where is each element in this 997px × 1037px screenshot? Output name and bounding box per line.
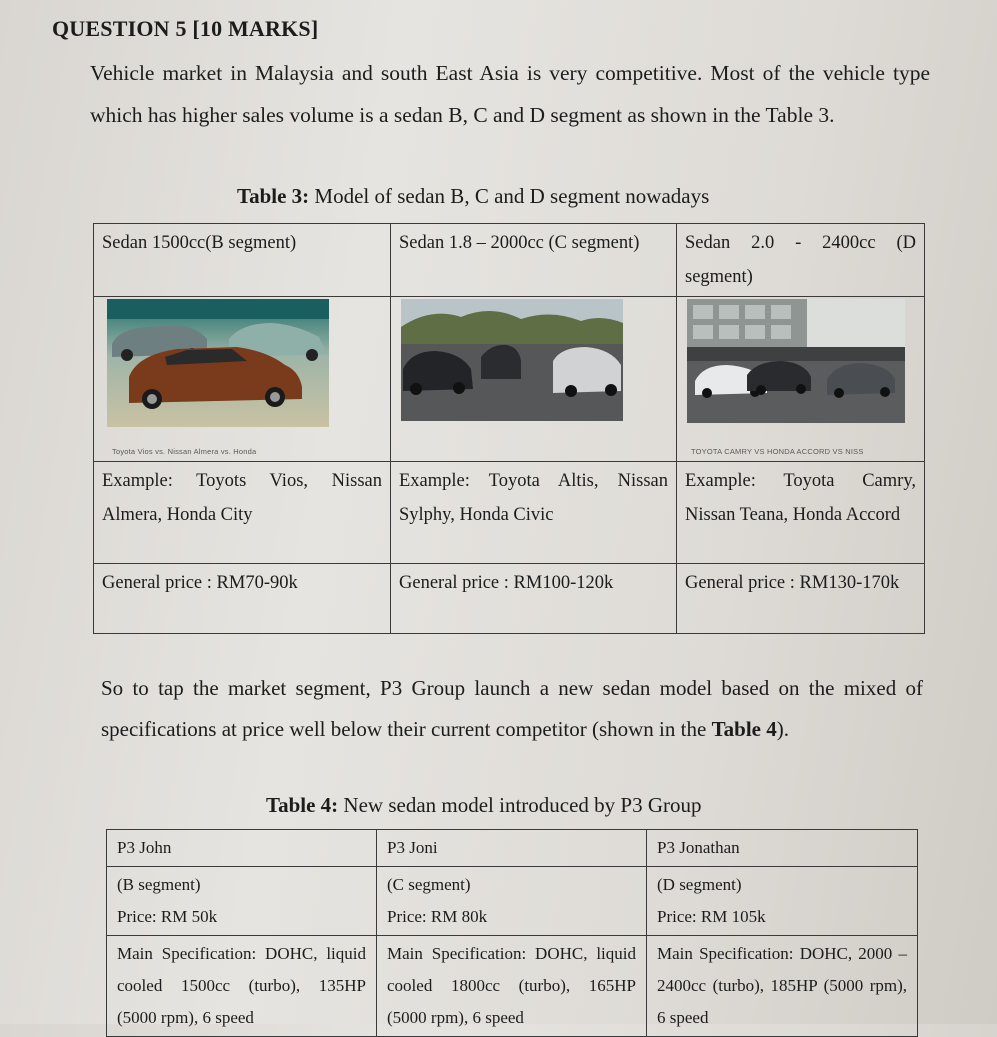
table4-specification: Main Specification: DOHC, liquid cooled 1500cc (turbo), 135HP (5000 rpm), 6 speed	[107, 936, 377, 1037]
table3-caption-text: Model of sedan B, C and D segment nowadays	[309, 184, 710, 208]
table4-caption-label: Table 4:	[266, 793, 339, 817]
table3-example-d: Example: Toyota Camry, Nissan Teana, Honda Accord	[677, 462, 925, 564]
table4-price: Price: RM 50k	[117, 907, 218, 926]
table4-price: Price: RM 105k	[657, 907, 766, 926]
table4-segment-price-cell	[647, 867, 918, 936]
table3-caption	[237, 184, 709, 209]
table3-header-d: Sedan 2.0 - 2400cc (D segment)	[677, 224, 925, 297]
table3-example-c: Example: Toyota Altis, Nissan Sylphy, Honda Civic	[391, 462, 677, 564]
table3-price-d: General price : RM130-170k	[677, 564, 925, 634]
intro-paragraph: Vehicle market in Malaysia and south East Asia is very competitive. Most of the vehicle type which has higher sales volume is a sedan B, C and D segment as shown in the Table 3.	[90, 61, 930, 127]
d-segment-image-caption: TOYOTA CAMRY VS HONDA ACCORD VS NISS	[691, 447, 864, 456]
table4-price: Price: RM 80k	[387, 907, 488, 926]
c-segment-cars-photo	[401, 299, 623, 421]
table4-segment: (D segment)	[657, 875, 742, 894]
table4-segment-price-cell	[377, 867, 647, 936]
d-segment-cars-photo	[687, 299, 905, 423]
table3-example-b: Example: Toyots Vios, Nissan Almera, Honda City	[94, 462, 391, 564]
table4-specification: Main Specification: DOHC, liquid cooled 1800cc (turbo), 165HP (5000 rpm), 6 speed	[377, 936, 647, 1037]
table3-caption-label: Table 3:	[237, 184, 310, 208]
b-segment-image-caption: Toyota Vios vs. Nissan Almera vs. Honda	[112, 447, 257, 456]
table3-image-c-cell	[391, 297, 677, 462]
table3	[93, 223, 925, 634]
table4-segment: (C segment)	[387, 875, 471, 894]
table3-header-c: Sedan 1.8 – 2000cc (C segment)	[391, 224, 677, 297]
table3-image-d-cell	[677, 297, 925, 462]
launch-paragraph-tail: ).	[776, 717, 789, 741]
launch-paragraph-text: So to tap the market segment, P3 Group launch a new sedan model based on the mixed of specifications at price well below their current competitor (shown in the	[101, 676, 923, 741]
table4-segment: (B segment)	[117, 875, 201, 894]
table3-price-b: General price : RM70-90k	[94, 564, 391, 634]
table4-segment-price-cell	[107, 867, 377, 936]
table3-price-c: General price : RM100-120k	[391, 564, 677, 634]
question-heading: QUESTION 5 [10 MARKS]	[52, 16, 319, 41]
table4-caption-text: New sedan model introduced by P3 Group	[338, 793, 702, 817]
table3-header-b: Sedan 1500cc(B segment)	[94, 224, 391, 297]
launch-paragraph	[101, 668, 923, 750]
table4	[106, 829, 918, 1037]
table4-caption	[266, 793, 702, 818]
table4-model-name: P3 Joni	[377, 830, 647, 867]
b-segment-cars-photo	[107, 299, 329, 427]
table4-specification: Main Specification: DOHC, 2000 – 2400cc (turbo), 185HP (5000 rpm), 6 speed	[647, 936, 918, 1037]
table4-model-name: P3 John	[107, 830, 377, 867]
table3-image-b-cell	[94, 297, 391, 462]
table4-model-name: P3 Jonathan	[647, 830, 918, 867]
table4-reference: Table 4	[711, 717, 777, 741]
